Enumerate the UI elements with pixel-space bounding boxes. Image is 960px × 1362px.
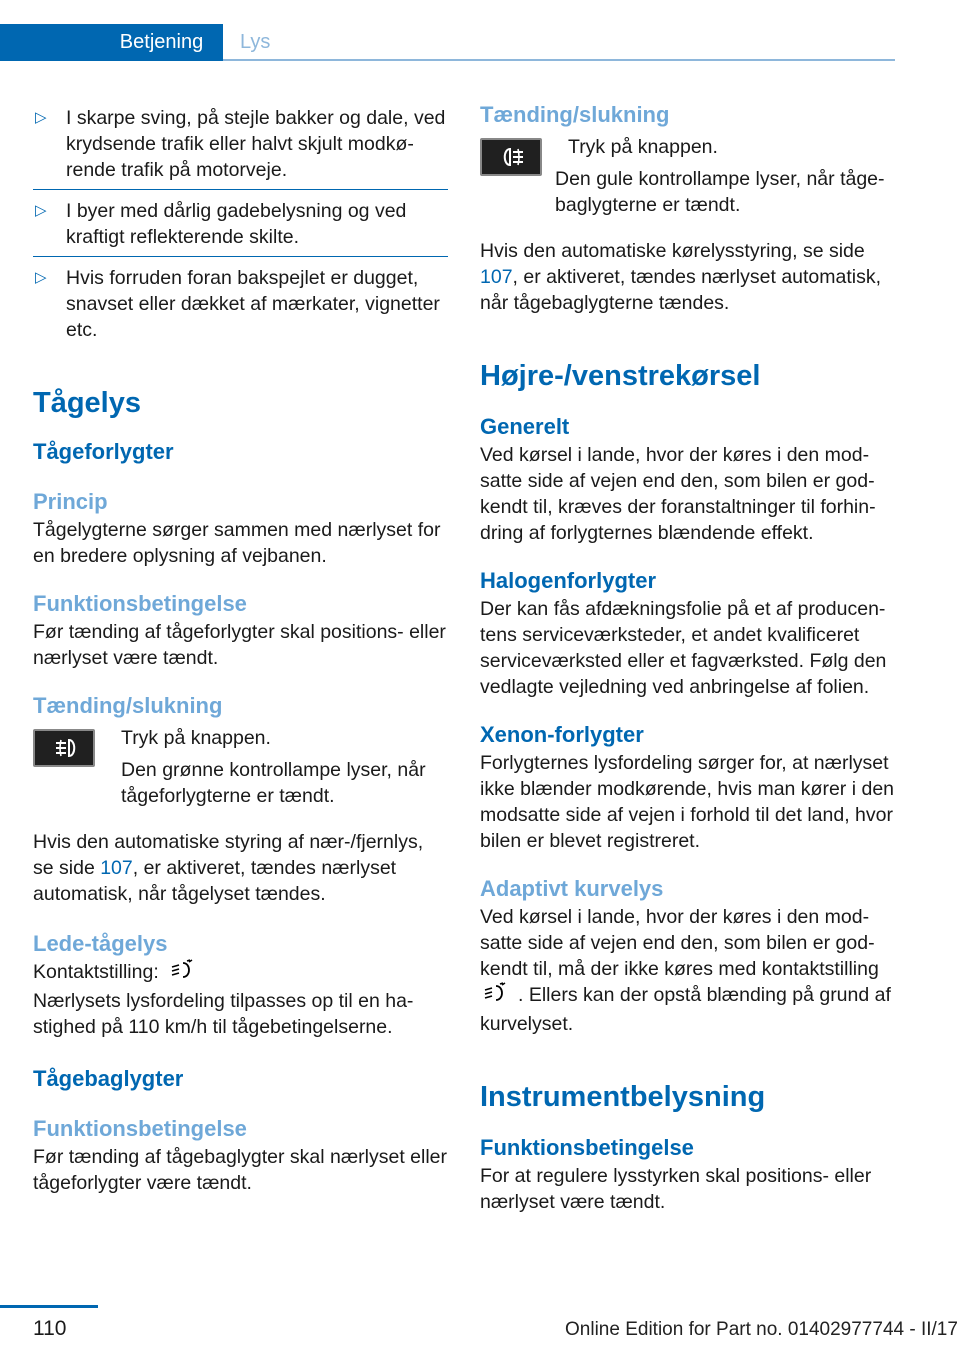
heading-instrument-lighting: Instrumentbelysning (480, 1081, 766, 1113)
heading-left-right-driving: Højre-/venstrekørsel (480, 360, 761, 392)
front-fog-button-row (33, 721, 448, 809)
triangle-bullet-icon: ▷ (35, 109, 47, 126)
button-instruction: Tryk på knappen. (568, 136, 718, 158)
list-item: ▷ I skarpe sving, på stejle bakker og dale, ved krydsende trafik eller halvt skjult modkørende trafik på motorveje. (33, 105, 448, 190)
heading-condition: Funktionsbetingelse (33, 591, 247, 616)
heading-switch: Tænding/slukning (33, 693, 223, 718)
button-description: Den gule kontrollampe lyser, når tågebaglygterne er tændt. (555, 168, 885, 216)
text-xenon: Forlygternes lysfordeling sørger for, at nærlyset ikke blænder modkørende, hvis man kører i den modsatte side af vejen i forhold til det land, hvor bilen er blevet registreret. (480, 752, 895, 852)
triangle-bullet-icon: ▷ (35, 269, 47, 286)
heading-adaptive: Adaptivt kurvelys (480, 876, 664, 901)
text-auto-control: Hvis den automatiske styring af nær-/fjernlys, se side 107, er aktiveret, tændes nærlyset automatisk, når tågelyset tændes. (33, 831, 424, 905)
list-item: ▷ Hvis forruden foran bakspejlet er dugget, snavset eller dækket af mærkater, vignetter etc. (35, 267, 440, 341)
text-auto-lights: Hvis den automatiske kørelysstyring, se side 107, er aktiveret, tændes nærlyset automatisk, når tågebaglygterne tændes. (480, 240, 882, 314)
heading-xenon: Xenon-forlygter (480, 722, 644, 747)
heading-rear-condition: Funktionsbetingelse (33, 1116, 247, 1141)
text-principle: Tågelygterne sørger sammen med nærlyset for en bredere oplysning af vejbanen. (33, 519, 441, 567)
text-instrument-condition: For at regulere lysstyrken skal positions- eller nærlyset være tændt. (480, 1165, 872, 1213)
heading-instrument-condition: Funktionsbetingelse (480, 1135, 694, 1160)
chapter-tabbar (0, 24, 895, 61)
text-general: Ved kørsel i lande, hvor der køres i den modsatte side af vejen end den, som bilen er godkendt til, kræves der foranstaltninger til forhindring af forlygternes blændende effekt. (480, 444, 876, 544)
heading-front-fog: Tågeforlygter (33, 439, 174, 464)
right-column (480, 100, 898, 1215)
heading-rear-fog: Tågebaglygter (33, 1066, 184, 1091)
heading-general: Generelt (480, 414, 570, 439)
button-instruction: Tryk på knappen. (121, 727, 271, 749)
tab-lys[interactable]: Lys (240, 31, 271, 53)
key-position-icon (167, 959, 197, 988)
list-item: ▷ I byer med dårlig gadebelysning og ved kraftigt reflekterende skilte. (33, 198, 448, 257)
rear-fog-button-icon (480, 138, 542, 176)
footer-rule (0, 1305, 98, 1308)
page-link[interactable]: 107 (100, 857, 133, 879)
tab-betjening[interactable]: Betjening (0, 24, 223, 61)
edition-line: Online Edition for Part no. 01402977744 - II/17 (565, 1319, 958, 1340)
page-number: 110 (33, 1317, 67, 1340)
text-condition: Før tænding af tågeforlygter skal positions- eller nærlyset være tændt. (33, 621, 446, 669)
triangle-bullet-icon: ▷ (35, 202, 47, 219)
bullet-list (33, 105, 448, 349)
page-link[interactable]: 107 (480, 266, 513, 288)
left-column (33, 100, 448, 1196)
key-position-icon (480, 982, 510, 1011)
heading-switch-rear: Tænding/slukning (480, 102, 670, 127)
heading-principle: Princip (33, 489, 108, 514)
text-lead-key: Kontaktstilling: (33, 959, 448, 988)
tab-rule (223, 59, 895, 61)
text-adaptive: Ved kørsel i lande, hvor der køres i den modsatte side af vejen end den, som bilen er godkendt til, må der ikke køres med kontaktstilling . Ellers kan der opstå blænding på grund af kurvelyset. (480, 906, 891, 1035)
front-fog-button-icon (33, 729, 95, 767)
heading-fog-lights: Tågelys (33, 387, 141, 419)
button-description: Den grønne kontrollampe lyser, når tågeforlygterne er tændt. (121, 759, 426, 807)
heading-lead-fog: Lede-tågelys (33, 931, 168, 956)
heading-halogen: Halogenforlygter (480, 568, 657, 593)
text-halogen: Der kan fås afdækningsfolie på et af producentens serviceværksteder, et andet kvalificeret serviceværksted eller et fagværksted. Følg den vedlagte vejledning ved anbringelse af folien. (480, 598, 887, 698)
rear-fog-button-row (480, 130, 898, 218)
text-lead-fog: Nærlysets lysfordeling tilpasses op til en hastighed på 110 km/h til tågebetingelserne. (33, 990, 414, 1038)
text-rear-condition: Før tænding af tågebaglygter skal nærlyset eller tågeforlygter være tændt. (33, 1146, 448, 1194)
